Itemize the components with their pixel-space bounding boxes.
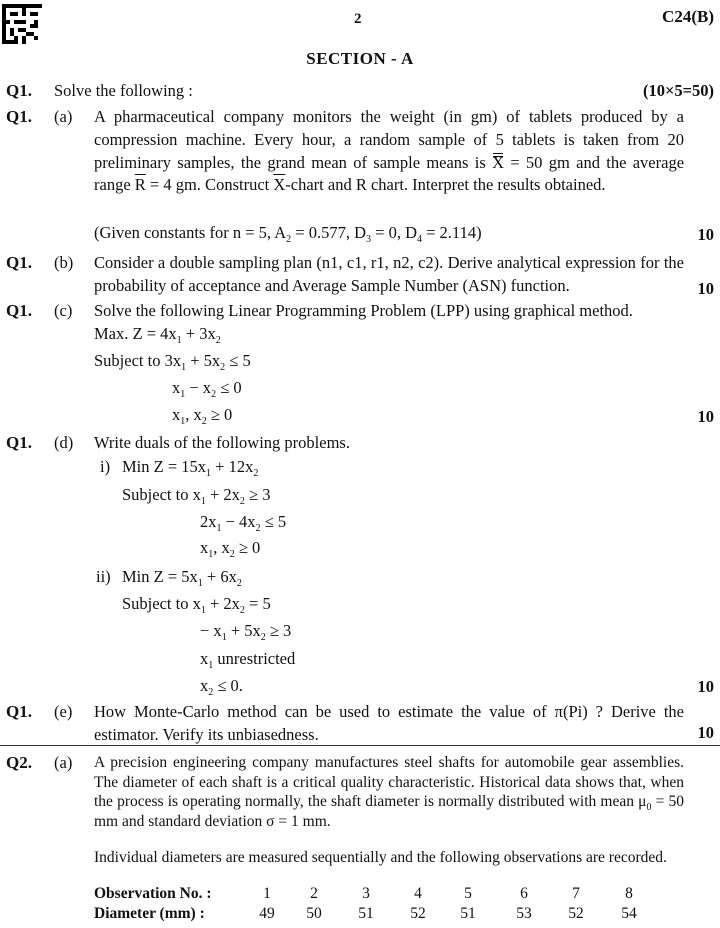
diameter-value: 49 <box>259 905 275 922</box>
q1d-text: Write duals of the following problems. <box>94 433 350 452</box>
paper-code: C24(B) <box>662 7 714 26</box>
problem-number: ii) <box>96 567 111 586</box>
constraint: $x_1$, $x_2 \ge 0$ <box>172 405 233 427</box>
constraint: $x_1 - x_2 \le 0$ <box>172 378 242 400</box>
diameter-value: 51 <box>460 905 476 922</box>
question-label: Q1. <box>6 301 32 320</box>
diameter-value: 52 <box>568 905 584 922</box>
marks: 10 <box>697 279 714 298</box>
question-label: Q1. <box>6 433 32 452</box>
observation-number: 7 <box>572 885 580 902</box>
constraint: − $x_1 + 5x_2 \ge 3$ <box>200 621 292 643</box>
q1a-text: A pharmaceutical company monitors the weight (in gm) of tablets produced by a compression machine. Every hour, a random sample of 5 tablets is taken from 20 preliminary samples, the grand mean of sample means is X = 50 gm and the average range $\overline{R} = 4$ gm. Construct $\overline{X}$-chart and R chart. Interpret the results obtained. <box>94 107 685 195</box>
subpart-label-e: (e) <box>54 702 73 721</box>
q1e-text: How Monte-Carlo method can be used to estimate the value of π(Pi) ? Derive the estimator. Verify its unbiasedness. <box>94 702 684 744</box>
question-label: Q1. <box>6 702 32 721</box>
subpart-label-c: (c) <box>54 301 73 320</box>
constraint: $x_2 \le 0$. <box>200 676 243 698</box>
observation-number: 1 <box>263 885 271 902</box>
table-row-label: Observation No. : <box>94 885 212 902</box>
q2a-text-2: Individual diameters are measured sequentially and the following observations are recorded. <box>94 849 667 866</box>
q1c-text: Solve the following Linear Programming Problem (LPP) using graphical method. <box>94 301 633 320</box>
constraint: $x_1$, $x_2 \ge 0$ <box>200 538 261 560</box>
constraint: Subject to $x_1 + 2x_2 \ge 3$ <box>122 485 271 507</box>
question-instruction: Solve the following : <box>54 81 193 100</box>
objective-function: Min $Z = 15x_1 + 12x_2$ <box>122 457 259 479</box>
x-double-bar: X <box>492 152 504 175</box>
observation-number: 5 <box>464 885 472 902</box>
problem-number: i) <box>100 457 111 476</box>
subpart-label-d: (d) <box>54 433 74 452</box>
question-label: Q2. <box>6 753 32 772</box>
constraint: $x_1$ unrestricted <box>200 649 296 671</box>
marks: 10 <box>697 225 714 244</box>
observation-number: 3 <box>362 885 370 902</box>
question-label: Q1. <box>6 107 32 126</box>
total-marks: (10×5=50) <box>642 81 714 100</box>
q1b-text: Consider a double sampling plan (n1, c1, r1, n2, c2). Derive analytical expression for the probability of acceptance and Average Sample Number (ASN) function. <box>94 253 684 295</box>
objective-function: Max. $Z = 4x_1 + 3x_2$ <box>94 324 221 346</box>
constraint: $2x_1 - 4x_2 \le 5$ <box>200 512 287 534</box>
objective-function: Min $Z = 5x_1 + 6x_2$ <box>122 567 242 589</box>
page-number: 2 <box>354 11 362 27</box>
observation-number: 2 <box>310 885 318 902</box>
question-label: Q1. <box>6 81 32 100</box>
observation-number: 8 <box>625 885 633 902</box>
marks: 10 <box>697 407 714 426</box>
subpart-label-b: (b) <box>54 253 74 272</box>
diameter-value: 53 <box>516 905 532 922</box>
marks: 10 <box>697 677 714 696</box>
x-bar: $\overline{X}$ <box>273 175 286 195</box>
constraint: Subject to $x_1 + 2x_2 = 5$ <box>122 594 271 616</box>
question-label: Q1. <box>6 253 32 272</box>
q2a-text: A precision engineering company manufactures steel shafts for automobile gear assemblies. The diameter of each shaft is a critical quality characteristic. Historical data shows that, when the process is operating normally, the shaft diameter is normally distributed with mean $\mu_0 = 50$ mm and standard deviation σ = 1 mm. <box>94 754 685 830</box>
marks: 10 <box>697 723 714 742</box>
divider <box>0 745 720 746</box>
section-title: SECTION - A <box>306 49 414 68</box>
subpart-label-a: (a) <box>54 107 73 126</box>
constraint: Subject to $3x_1 + 5x_2 \le 5$ <box>94 351 251 373</box>
diameter-value: 51 <box>358 905 374 922</box>
diameter-value: 54 <box>621 905 637 922</box>
diameter-value: 52 <box>410 905 426 922</box>
r-bar: $\overline{R}$ <box>134 175 146 195</box>
observation-number: 4 <box>414 885 422 902</box>
qr-code-icon <box>2 4 42 44</box>
subpart-label-a: (a) <box>54 753 73 772</box>
diameter-value: 50 <box>306 905 322 922</box>
observation-number: 6 <box>520 885 528 902</box>
table-row-label: Diameter (mm) : <box>94 905 205 922</box>
q1a-given-constants: (Given constants for n = 5, $A_2 = 0.577$, $D_3 = 0$, $D_4 = 2.114$) <box>94 223 482 245</box>
